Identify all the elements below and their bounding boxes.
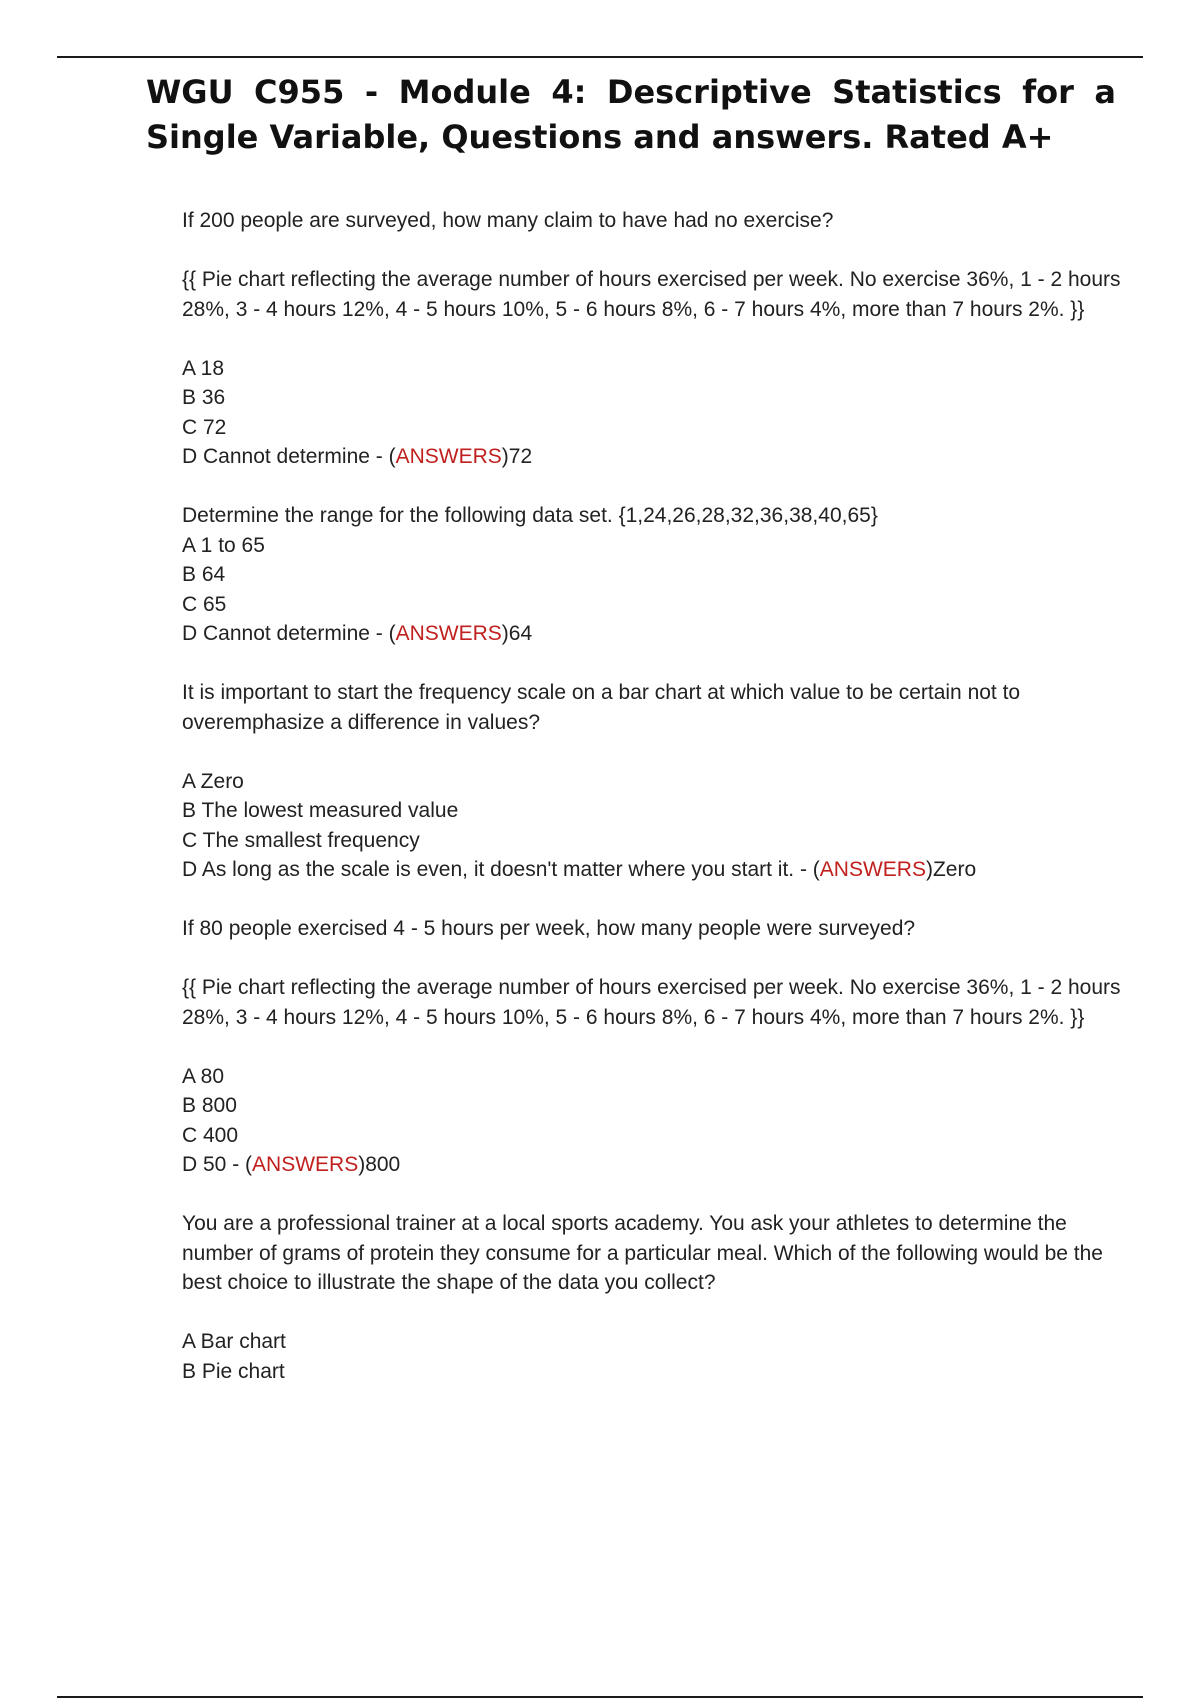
option-d: [182, 442, 1122, 472]
question-text: If 80 people exercised 4 - 5 hours per week, how many people were surveyed?: [182, 917, 916, 940]
top-rule: [57, 56, 1143, 58]
option-c: C 72: [182, 415, 227, 439]
chart-description: {{ Pie chart reflecting the average number of hours exercised per week. No exercise 36%, 1 - 2 hours 28%, 3 - 4 hours 12%, 4 - 5 hours 10%, 5 - 6 hours 8%, 6 - 7 hours 4%, more than 7 hours 2%. }}: [182, 976, 1121, 1029]
document-title: WGU C955 - Module 4: Descriptive Statistics for a Single Variable, Questions and answers. Rated A+: [146, 73, 1116, 156]
option-a: A 1 to 65: [182, 533, 265, 557]
option-a: A Bar chart: [182, 1330, 286, 1353]
document-body: [182, 206, 1122, 1416]
question-block: [182, 678, 1122, 885]
option-d-text: D As long as the scale is even, it doesn't matter where you start it. - (: [182, 858, 820, 881]
option-b: B The lowest measured value: [182, 799, 459, 822]
option-d-text: D 50 - (: [182, 1153, 253, 1176]
option-b: B 800: [182, 1094, 237, 1117]
answers-label: ANSWERS: [819, 858, 926, 881]
option-c: C The smallest frequency: [182, 828, 420, 852]
option-c: C 400: [182, 1123, 239, 1147]
answer-options: [182, 767, 1122, 885]
question-text: Determine the range for the following data set. {1,24,26,28,32,36,38,40,65}: [182, 504, 878, 527]
option-a: A Zero: [182, 769, 244, 793]
option-d: [182, 619, 1122, 649]
answers-label: ANSWERS: [395, 445, 502, 468]
question-text: If 200 people are surveyed, how many claim to have had no exercise?: [182, 209, 834, 232]
option-c: C 65: [182, 592, 227, 616]
option-a: A 18: [182, 356, 225, 380]
answer-options: [182, 1327, 1122, 1386]
option-a: A 80: [182, 1064, 225, 1088]
answers-label: ANSWERS: [395, 622, 502, 645]
question-block: [182, 1209, 1122, 1386]
question-text: It is important to start the frequency scale on a bar chart at which value to be certain not to overemphasize a difference in values?: [182, 681, 1021, 734]
answer-value: )72: [501, 445, 533, 468]
answer-options: [182, 354, 1122, 472]
option-b: B Pie chart: [182, 1359, 285, 1383]
question-text: You are a professional trainer at a local sports academy. You ask your athletes to determine the number of grams of protein they consume for a particular meal. Which of the following would be the best choice to illustrate the shape of the data you collect?: [182, 1212, 1103, 1294]
option-d-text: D Cannot determine - (: [182, 622, 396, 645]
answer-options: [182, 1062, 1122, 1180]
option-d: [182, 855, 1122, 885]
option-b: B 64: [182, 563, 226, 586]
question-block: [182, 206, 1122, 472]
answer-value: )64: [501, 622, 533, 645]
bottom-rule: [57, 1696, 1143, 1698]
option-d-text: D Cannot determine - (: [182, 445, 396, 468]
chart-description: {{ Pie chart reflecting the average number of hours exercised per week. No exercise 36%, 1 - 2 hours 28%, 3 - 4 hours 12%, 4 - 5 hours 10%, 5 - 6 hours 8%, 6 - 7 hours 4%, more than 7 hours 2%. }}: [182, 268, 1121, 321]
answers-label: ANSWERS: [252, 1153, 359, 1176]
answer-value: )Zero: [925, 858, 977, 881]
question-block: [182, 501, 1122, 649]
option-d: [182, 1150, 1122, 1180]
option-b: B 36: [182, 386, 226, 409]
question-block: [182, 914, 1122, 1180]
answer-value: )800: [358, 1153, 401, 1176]
answer-options: [182, 531, 1122, 649]
